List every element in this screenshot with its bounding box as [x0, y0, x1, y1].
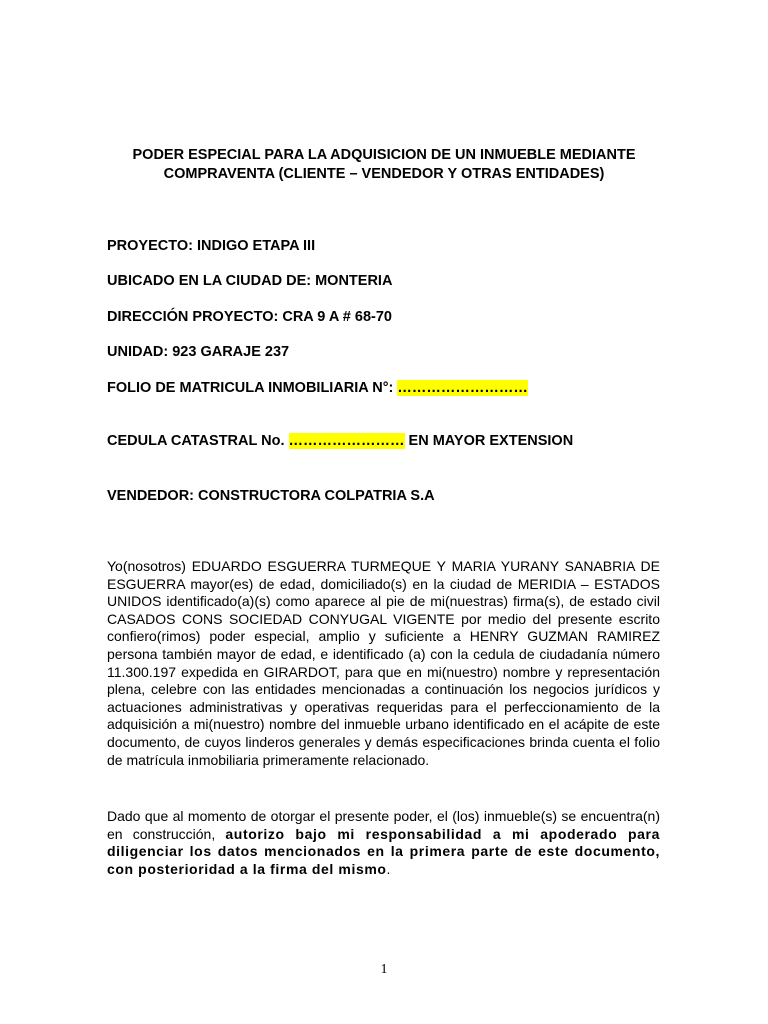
page-number: 1	[380, 962, 388, 977]
folio-blank: ………………………	[397, 380, 528, 396]
unit-field: UNIDAD: 923 GARAJE 237	[107, 344, 290, 360]
title-line-1: PODER ESPECIAL PARA LA ADQUISICION DE UN INMUEBLE MEDIANTE	[132, 147, 636, 163]
authorization-paragraph	[107, 808, 660, 878]
folio-field	[107, 379, 528, 397]
authorization-bold-text: autorizo bajo mi responsabilidad a mi apoderado para diligenciar los datos mencionados en la primera parte de este documento, con posterioridad a la firma del mismo	[107, 825, 660, 877]
address-field: DIRECCIÓN PROYECTO: CRA 9 A # 68-70	[107, 309, 392, 325]
title-line-2: COMPRAVENTA (CLIENTE – VENDEDOR Y OTRAS ENTIDADES)	[163, 166, 605, 182]
city-field: UBICADO EN LA CIUDAD DE: MONTERIA	[107, 273, 393, 289]
project-field: PROYECTO: INDIGO ETAPA III	[107, 238, 316, 254]
seller-field: VENDEDOR: CONSTRUCTORA COLPATRIA S.A	[107, 488, 435, 504]
authorization-end: .	[386, 860, 391, 877]
power-paragraph: Yo(nosotros) EDUARDO ESGUERRA TURMEQUE Y MARIA YURANY SANABRIA DE ESGUERRA mayor(es) de edad, domiciliado(s) en la ciudad de MERIDIA – ESTADOS UNIDOS identificado(a)(s) como aparece al pie de mi(nuestras) firma(s), de estado civil CASADOS CONS SOCIEDAD CONYUGAL VIGENTE por medio del presente escrito confiero(rimos) poder especial, amplio y suficiente a HENRY GUZMAN RAMIREZ persona también mayor de edad, e identificado (a) con la cedula de ciudadanía número 11.300.197 expedida en GIRARDOT, para que en mi(nuestro) nombre y representación plena, celebre con las entidades mencionadas a continuación los negocios jurídicos y actuaciones administrativas y operativas requeridas para el perfeccionamiento de la adquisición a mi(nuestro) nombre del inmueble urbano identificado en el acápite de este documento, de cuyos linderos generales y demás especificaciones brinda cuenta el folio de matrícula inmobiliaria primeramente relacionado.	[107, 558, 660, 768]
cadastral-label: CEDULA CATASTRAL No.	[107, 433, 289, 449]
cadastral-suffix: EN MAYOR EXTENSION	[404, 433, 574, 449]
folio-label: FOLIO DE MATRICULA INMOBILIARIA N°:	[107, 380, 398, 396]
cadastral-blank: ……………………	[288, 433, 405, 449]
cadastral-field	[107, 432, 573, 450]
authorization-text: Dado que al momento de otorgar el presente poder, el (los) inmueble(s) se encuentra(n) en construcción,	[107, 808, 660, 842]
document-title	[100, 146, 668, 184]
